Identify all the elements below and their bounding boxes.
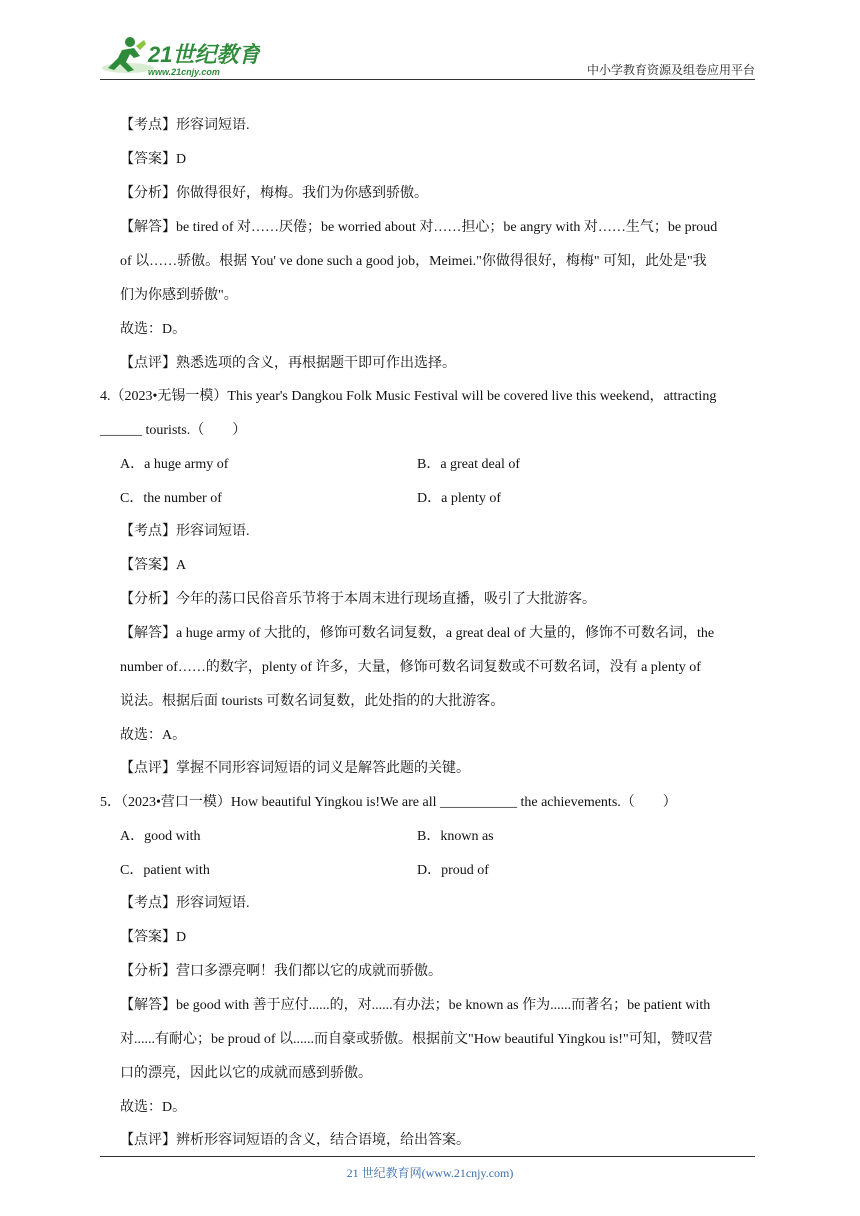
footer-link[interactable]: 21 世纪教育网(www.21cnjy.com) <box>346 1166 514 1180</box>
q4-stem-1: 4.（2023•无锡一模）This year's Dangkou Folk Music Festival will be covered live this weekend，attracting <box>100 389 717 404</box>
q5-explanation-1: 【解答】be good with 善于应付......的，对......有办法；be known as 作为......而著名；be patient with <box>120 998 711 1013</box>
q4-option-a: A．a huge army of <box>120 457 229 472</box>
q3-analysis: 【分析】你做得很好，梅梅。我们为你感到骄傲。 <box>120 186 428 201</box>
q5-analysis: 【分析】营口多漂亮啊！我们都以它的成就而骄傲。 <box>120 964 442 979</box>
platform-name: 中小学教育资源及组卷应用平台 <box>586 63 755 77</box>
q4-explanation-2: number of……的数字，plenty of 许多，大量，修饰可数名词复数或不可数名词，没有 a plenty of <box>120 660 701 675</box>
q4-option-b: B．a great deal of <box>417 457 521 472</box>
q4-stem-2: ______ tourists.（ ） <box>100 423 247 438</box>
q3-explanation-3: 们为你感到骄傲"。 <box>120 288 238 303</box>
q4-option-c: C．the number of <box>120 491 222 506</box>
q3-comment: 【点评】熟悉选项的含义，再根据题干即可作出选择。 <box>120 356 456 371</box>
header-divider <box>100 79 755 80</box>
logo-text: 21世纪教育 <box>148 42 260 67</box>
q4-choice: 故选：A。 <box>120 728 187 743</box>
q4-kaodian: 【考点】形容词短语. <box>120 524 250 539</box>
q5-option-a: A．good with <box>120 829 201 844</box>
logo-url: www.21cnjy.com <box>148 67 220 77</box>
q5-stem: 5．（2023•营口一模）How beautiful Yingkou is!We are all ___________ the achievements.（ ） <box>100 795 677 810</box>
q3-explanation-2: of 以……骄傲。根据 You' ve done such a good job，Meimei."你做得很好，梅梅" 可知，此处是"我 <box>120 254 707 269</box>
q4-explanation-1: 【解答】a huge army of 大批的，修饰可数名词复数，a great deal of 大量的，修饰不可数名词，the <box>120 626 715 641</box>
q5-answer: 【答案】D <box>120 930 187 945</box>
q4-analysis: 【分析】今年的荡口民俗音乐节将于本周末进行现场直播，吸引了大批游客。 <box>120 592 596 607</box>
q3-choice: 故选：D。 <box>120 322 187 337</box>
q4-comment: 【点评】掌握不同形容词短语的词义是解答此题的关键。 <box>120 761 470 776</box>
logo <box>100 34 260 78</box>
footer-divider <box>100 1156 755 1157</box>
q5-option-b: B．known as <box>417 829 494 844</box>
q5-choice: 故选：D。 <box>120 1100 187 1115</box>
q4-option-d: D．a plenty of <box>417 491 501 506</box>
q3-answer: 【答案】D <box>120 152 187 167</box>
q3-kaodian: 【考点】形容词短语. <box>120 118 250 133</box>
q5-comment: 【点评】辨析形容词短语的含义，结合语境，给出答案。 <box>120 1133 470 1148</box>
q5-option-c: C．patient with <box>120 863 210 878</box>
q4-explanation-3: 说法。根据后面 tourists 可数名词复数，此处指的的大批游客。 <box>120 694 505 709</box>
page-header <box>100 34 755 80</box>
q5-explanation-3: 口的漂亮，因此以它的成就而感到骄傲。 <box>120 1066 372 1081</box>
q5-option-d: D．proud of <box>417 863 489 878</box>
q5-explanation-2: 对......有耐心；be proud of 以......而自豪或骄傲。根据前文"How beautiful Yingkou is!"可知，赞叹营 <box>120 1032 713 1047</box>
q3-explanation-1: 【解答】be tired of 对……厌倦；be worried about 对……担心；be angry with 对……生气；be proud <box>120 220 718 235</box>
q4-answer: 【答案】A <box>120 558 187 573</box>
q5-kaodian: 【考点】形容词短语. <box>120 896 250 911</box>
